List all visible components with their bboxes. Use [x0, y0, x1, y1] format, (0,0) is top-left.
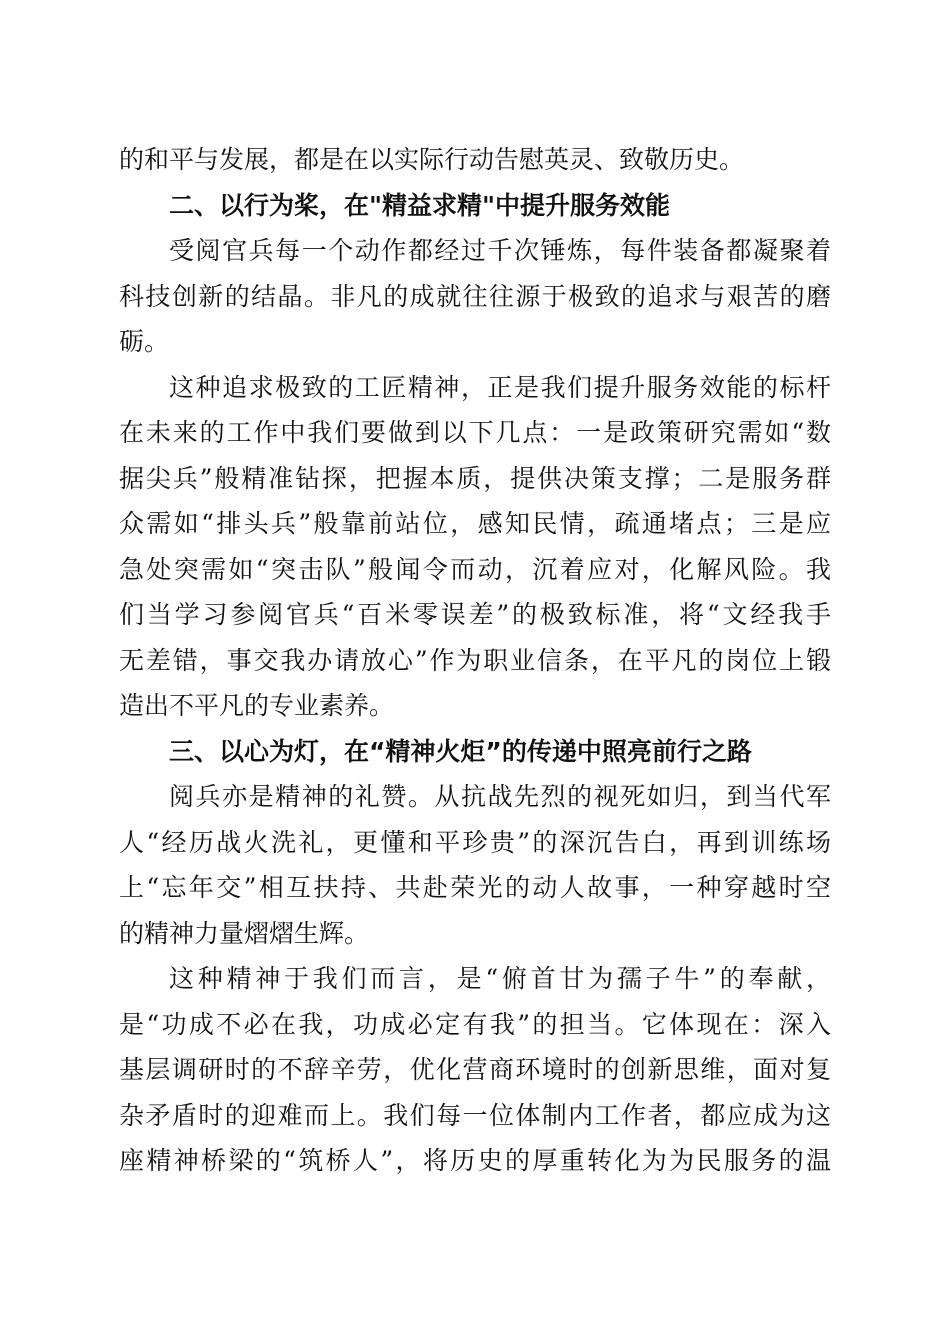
text-line: 在未来的工作中我们要做到以下几点：一是政策研究需如“数: [119, 418, 831, 447]
text-line: 基层调研时的不辞辛劳，优化营商环境时的创新思维，面对复: [119, 1055, 831, 1084]
text-line: 这种精神于我们而言，是“俯首甘为孺子牛”的奉献，: [169, 964, 831, 993]
text-line: 的精神力量熠熠生辉。: [119, 918, 370, 948]
text-line: 造出不平凡的专业素养。: [119, 691, 395, 720]
text-line: 的和平与发展，都是在以实际行动告慰英灵、致敬历史。: [119, 145, 745, 174]
text-line: 上“忘年交”相互扶持、共赴荣光的动人故事，一种穿越时空: [119, 873, 831, 902]
text-line: 杂矛盾时的迎难而上。我们每一位体制内工作者，都应成为这: [119, 1100, 831, 1130]
text-line: 们当学习参阅官兵“百米零误差”的极致标准，将“文经我手: [119, 600, 831, 629]
body-text: [119, 137, 831, 1184]
text-line: 阅兵亦是精神的礼赞。从抗战先烈的视死如归，到当代军: [169, 782, 831, 811]
section-heading: 二、以行为桨，在"精益求精"中提升服务效能: [169, 190, 671, 220]
text-line: 急处突需如“突击队”般闻令而动，沉着应对，化解风险。我: [119, 554, 831, 584]
text-line: 人“经历战火洗礼，更懂和平珍贵”的深沉告白，再到训练场: [119, 827, 831, 857]
text-line: 科技创新的结晶。非凡的成就往往源于极致的追求与艰苦的磨: [119, 281, 831, 311]
text-line: 是“功成不必在我，功成必定有我”的担当。它体现在：深入: [119, 1009, 831, 1039]
text-line: 座精神桥梁的“筑桥人”，将历史的厚重转化为为民服务的温: [119, 1146, 831, 1175]
text-line: 众需如“排头兵”般靠前站位，感知民情，疏通堵点；三是应: [119, 509, 831, 538]
text-line: 受阅官兵每一个动作都经过千次锤炼，每件装备都凝聚着: [169, 236, 831, 265]
section-heading: 三、以心为灯，在“精神火炬”的传递中照亮前行之路: [169, 736, 752, 766]
text-line: 无差错，事交我办请放心”作为职业信条，在平凡的岗位上锻: [119, 645, 831, 675]
text-line: 据尖兵”般精准钻探，把握本质，提供决策支撑；二是服务群: [119, 463, 831, 493]
text-line: 这种追求极致的工匠精神，正是我们提升服务效能的标杆: [169, 372, 831, 402]
text-line: 砺。: [119, 327, 170, 356]
